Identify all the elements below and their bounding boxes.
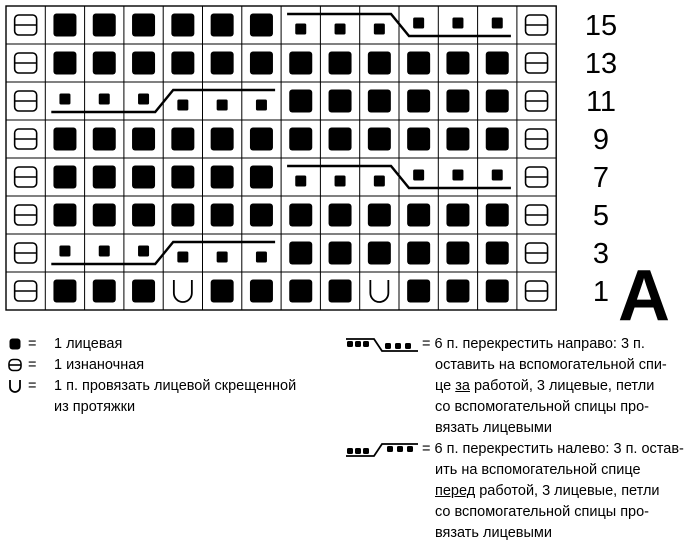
knit-stitch (250, 204, 273, 227)
cable-stitch (59, 246, 70, 257)
knit-stitch (171, 14, 194, 37)
cable-stitch (335, 176, 346, 187)
knit-stitch (53, 52, 76, 75)
cable-stitch (138, 94, 149, 105)
knit-stitch (132, 280, 155, 303)
knit-stitch (250, 14, 273, 37)
cable-stitch (374, 24, 385, 35)
knit-stitch (53, 280, 76, 303)
knit-stitch (250, 128, 273, 151)
cable-stitch (217, 252, 228, 263)
knit-stitch (486, 280, 509, 303)
cable-stitch (492, 170, 503, 181)
knit-stitch (289, 128, 312, 151)
legend-knit-text: 1 лицевая (54, 336, 123, 352)
knit-stitch (368, 128, 391, 151)
cable-stitch (355, 448, 361, 454)
knit-stitch (93, 166, 116, 189)
knit-stitch (486, 128, 509, 151)
knit-stitch (368, 242, 391, 265)
knit-stitch (329, 90, 352, 113)
cable-stitch (256, 100, 267, 111)
knit-stitch (171, 128, 194, 151)
cable-stitch (413, 170, 424, 181)
legend-twisted-eq: = (28, 378, 37, 394)
knit-stitch (132, 14, 155, 37)
row-number: 3 (592, 238, 610, 270)
knit-stitch (486, 52, 509, 75)
legend-purl-eq: = (28, 357, 37, 373)
knit-stitch (446, 204, 469, 227)
cable-stitch (363, 341, 369, 347)
cable-stitch (256, 252, 267, 263)
knit-stitch (407, 52, 430, 75)
knit-stitch (211, 166, 234, 189)
knit-stitch (446, 242, 469, 265)
legend-cross-right-line: вязать лицевыми (435, 420, 552, 436)
knit-stitch (93, 128, 116, 151)
cable-stitch (177, 252, 188, 263)
legend-cross-left-post: работой, 3 лицевые, петли (475, 483, 660, 499)
cable-stitch (138, 246, 149, 257)
cable-stitch (99, 246, 110, 257)
row-number: 15 (584, 10, 618, 42)
knit-stitch (329, 242, 352, 265)
knit-stitch (211, 14, 234, 37)
legend-cross-right-icon (346, 339, 418, 351)
cable-stitch (347, 448, 353, 454)
knit-stitch (407, 242, 430, 265)
cable-stitch (295, 176, 306, 187)
cable-stitch (295, 24, 306, 35)
row-number: 5 (592, 200, 610, 232)
knit-stitch (329, 280, 352, 303)
knit-stitch (368, 52, 391, 75)
knit-stitch (407, 90, 430, 113)
knit-stitch (407, 280, 430, 303)
cable-stitch (99, 94, 110, 105)
chart-letter: A (618, 256, 670, 336)
legend-cross-right-line (435, 376, 654, 397)
knit-stitch (53, 14, 76, 37)
knit-stitch (446, 90, 469, 113)
legend-knit-eq: = (28, 336, 37, 352)
knit-stitch (132, 128, 155, 151)
knit-stitch (486, 242, 509, 265)
knit-stitch (211, 204, 234, 227)
cable-stitch (363, 448, 369, 454)
legend-cross-left-line (435, 481, 660, 502)
row-number: 11 (585, 86, 617, 118)
legend-cross-left-line: = 6 п. перекрестить налево: 3 п. остав- (422, 441, 684, 457)
knit-stitch (53, 204, 76, 227)
legend-cross-left-line: со вспомогательной спицы про- (435, 504, 650, 520)
row-number: 13 (584, 48, 618, 80)
knit-stitch (446, 52, 469, 75)
knit-stitch (171, 166, 194, 189)
knit-stitch (250, 166, 273, 189)
knit-stitch (486, 204, 509, 227)
legend-cross-right-line: со вспомогательной спицы про- (435, 399, 650, 415)
knit-stitch (132, 204, 155, 227)
knit-stitch (132, 166, 155, 189)
knit-stitch (329, 128, 352, 151)
knit-stitch (211, 280, 234, 303)
knit-stitch (368, 204, 391, 227)
legend-cross-right-pre: це (435, 378, 456, 394)
cable-stitch (405, 343, 411, 349)
legend-knit-icon (10, 339, 21, 350)
knit-stitch (53, 128, 76, 151)
knit-stitch (93, 14, 116, 37)
knit-stitch (171, 204, 194, 227)
cable-stitch (397, 446, 403, 452)
legend-cross-right-behind: за (455, 378, 470, 394)
cable-stitch (387, 446, 393, 452)
twisted-stitch (174, 280, 192, 302)
knit-stitch (446, 280, 469, 303)
knit-stitch (211, 52, 234, 75)
legend-cross-right-post: работой, 3 лицевые, петли (469, 378, 655, 394)
knit-stitch (407, 204, 430, 227)
cable-stitch (492, 18, 503, 29)
cable-stitch (347, 341, 353, 347)
knit-stitch (93, 52, 116, 75)
knit-stitch (250, 52, 273, 75)
knit-stitch (368, 90, 391, 113)
knit-stitch (289, 204, 312, 227)
cable-stitch (355, 341, 361, 347)
row-number: 1 (592, 276, 610, 308)
knit-stitch (250, 280, 273, 303)
knit-stitch (289, 280, 312, 303)
legend-cross-left-line: ить на вспомогательной спице (435, 462, 641, 478)
cable-stitch (452, 18, 463, 29)
cable-stitch (335, 24, 346, 35)
cable-stitch (177, 100, 188, 111)
knit-stitch (329, 52, 352, 75)
knit-stitch (171, 52, 194, 75)
legend-cross-left-front: перед (435, 483, 476, 499)
cable-stitch (407, 446, 413, 452)
knit-stitch (93, 280, 116, 303)
legend-cross-right-line: = 6 п. перекрестить направо: 3 п. (422, 336, 645, 352)
cable-stitch (374, 176, 385, 187)
legend-cross-left-icon (346, 444, 418, 456)
knit-stitch (329, 204, 352, 227)
legend-purl-text: 1 изнаночная (54, 357, 145, 373)
knit-stitch (289, 90, 312, 113)
cable-stitch (452, 170, 463, 181)
knit-stitch (93, 204, 116, 227)
legend-twisted-line1: 1 п. провязать лицевой скрещенной (54, 378, 297, 394)
legend-cross-right-line: оставить на вспомогательной спи- (435, 357, 667, 373)
row-number: 9 (592, 124, 610, 156)
knit-stitch (53, 166, 76, 189)
knit-stitch (486, 90, 509, 113)
cable-stitch (385, 343, 391, 349)
cable-stitch (395, 343, 401, 349)
row-number: 7 (592, 162, 610, 194)
legend-cross-left-line: вязать лицевыми (435, 525, 552, 541)
twisted-stitch (370, 280, 388, 302)
cable-stitch (413, 18, 424, 29)
knit-stitch (132, 52, 155, 75)
knit-stitch (211, 128, 234, 151)
knit-stitch (446, 128, 469, 151)
legend-twisted-line2: из протяжки (54, 399, 136, 415)
knit-stitch (289, 242, 312, 265)
cable-stitch (59, 94, 70, 105)
cable-stitch (217, 100, 228, 111)
knit-stitch (407, 128, 430, 151)
legend-twisted-icon (10, 380, 20, 392)
knit-stitch (289, 52, 312, 75)
